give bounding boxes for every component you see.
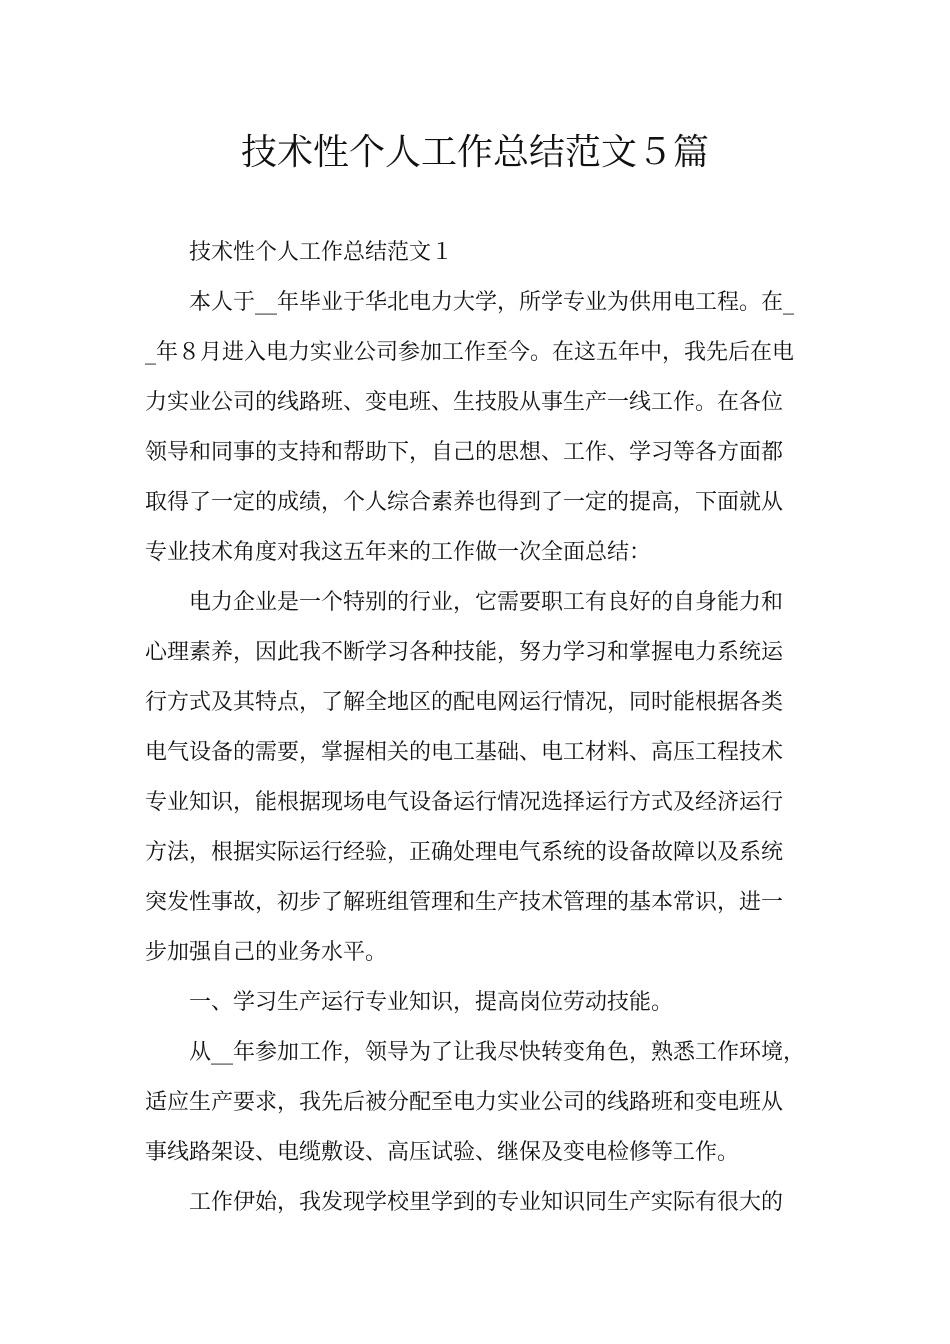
paragraph-line: 领导和同事的支持和帮助下，自己的思想、工作、学习等各方面都 — [145, 440, 784, 465]
paragraph-line: 突发性事故，初步了解班组管理和生产技术管理的基本常识，进一 — [145, 890, 784, 915]
section-heading: 技术性个人工作总结范文１ — [189, 240, 454, 265]
paragraph-line: 从__年参加工作，领导为了让我尽快转变角色，熟悉工作环境， — [189, 1040, 806, 1065]
paragraph-line: _年８月进入电力实业公司参加工作至今。在这五年中，我先后在电 — [145, 340, 795, 365]
paragraph-line: 专业技术角度对我这五年来的工作做一次全面总结： — [145, 540, 652, 565]
paragraph-line: 电力企业是一个特别的行业，它需要职工有良好的自身能力和 — [189, 590, 784, 615]
paragraph-line: 方法，根据实际运行经验，正确处理电气系统的设备故障以及系统 — [145, 840, 784, 865]
paragraph-line: 电气设备的需要，掌握相关的电工基础、电工材料、高压工程技术 — [145, 740, 784, 765]
document-title: 技术性个人工作总结范文５篇 — [240, 132, 709, 173]
paragraph-line: 工作伊始，我发现学校里学到的专业知识同生产实际有很大的 — [189, 1190, 784, 1215]
paragraph-line: 步加强自己的业务水平。 — [145, 940, 388, 965]
paragraph-line: 专业知识，能根据现场电气设备运行情况选择运行方式及经济运行 — [145, 790, 784, 815]
paragraph-line: 适应生产要求，我先后被分配至电力实业公司的线路班和变电班从 — [145, 1090, 784, 1115]
paragraph-line: 本人于__年毕业于华北电力大学，所学专业为供用电工程。在_ — [189, 290, 795, 315]
paragraph-line: 行方式及其特点，了解全地区的配电网运行情况，同时能根据各类 — [145, 690, 784, 715]
paragraph-line: 力实业公司的线路班、变电班、生技股从事生产一线工作。在各位 — [145, 390, 784, 415]
paragraph-line: 取得了一定的成绩，个人综合素养也得到了一定的提高，下面就从 — [145, 490, 784, 515]
section-heading: 一、学习生产运行专业知识，提高岗位劳动技能。 — [189, 990, 674, 1015]
paragraph-line: 心理素养，因此我不断学习各种技能，努力学习和掌握电力系统运 — [145, 640, 784, 665]
paragraph-line: 事线路架设、电缆敷设、高压试验、继保及变电检修等工作。 — [145, 1140, 740, 1165]
